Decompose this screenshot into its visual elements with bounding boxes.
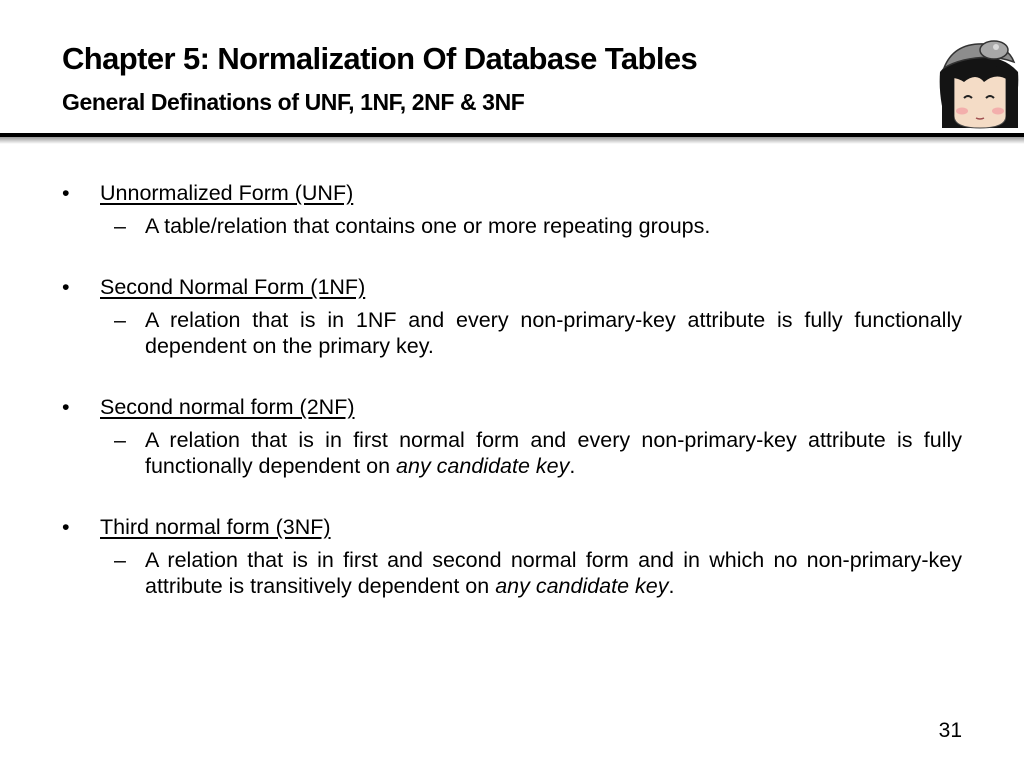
definition-item-3nf bbox=[62, 514, 962, 599]
term-3nf: Third normal form (3NF) bbox=[100, 515, 331, 539]
header-divider-shadow bbox=[0, 137, 1024, 144]
term-2nf: Second normal form (2NF) bbox=[100, 395, 355, 419]
definition-unf bbox=[100, 213, 962, 239]
definition-item-unf bbox=[62, 180, 962, 239]
definitions-list bbox=[62, 180, 962, 634]
bullet-icon: • bbox=[62, 275, 70, 299]
definition-2nf bbox=[100, 427, 962, 479]
slide-subtitle: General Definations of UNF, 1NF, 2NF & 3NF bbox=[62, 89, 525, 115]
definition-text: A relation that is in first normal form and every non-primary-key attribute is fully functionally dependent on bbox=[145, 428, 962, 478]
definition-item-2nf bbox=[62, 394, 962, 479]
dash-icon: – bbox=[114, 548, 126, 572]
definition-text: A relation that is in first and second normal form and in which no non-primary-key attribute is transitively dependent on bbox=[145, 548, 962, 598]
definition-emphasis: any candidate key bbox=[396, 454, 570, 478]
slide-title: Chapter 5: Normalization Of Database Tables bbox=[62, 41, 698, 76]
definition-end: . bbox=[569, 454, 576, 478]
dash-icon: – bbox=[114, 428, 126, 452]
page-number: 31 bbox=[938, 719, 962, 742]
bullet-icon: • bbox=[62, 181, 70, 205]
term-1nf: Second Normal Form (1NF) bbox=[100, 275, 366, 299]
definition-text: A relation that is in 1NF and every non-primary-key attribute is fully functionally dependent on the primary key. bbox=[145, 308, 962, 358]
mascot-girl-icon bbox=[934, 38, 1024, 132]
dash-icon: – bbox=[114, 214, 126, 238]
dash-icon: – bbox=[114, 308, 126, 332]
slide-header bbox=[0, 0, 1024, 150]
term-unf: Unnormalized Form (UNF) bbox=[100, 181, 354, 205]
definition-3nf bbox=[100, 547, 962, 599]
definition-end: . bbox=[668, 574, 675, 598]
definition-text: A table/relation that contains one or more repeating groups. bbox=[145, 214, 711, 238]
definition-1nf bbox=[100, 307, 962, 359]
definition-item-1nf bbox=[62, 274, 962, 359]
bullet-icon: • bbox=[62, 395, 70, 419]
definition-emphasis: any candidate key bbox=[495, 574, 669, 598]
bullet-icon: • bbox=[62, 515, 70, 539]
